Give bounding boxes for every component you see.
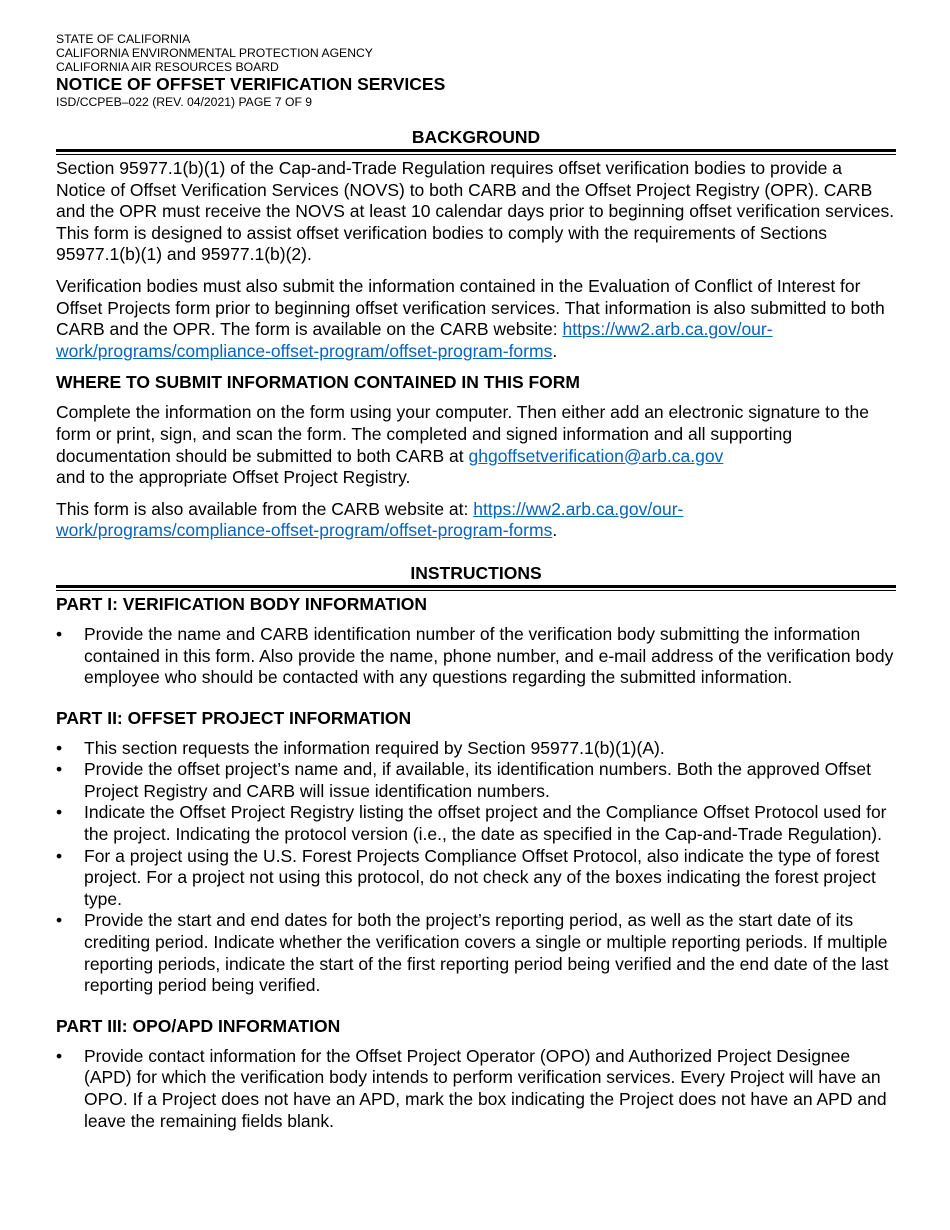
form-page [56,32,896,1132]
list-item [56,1046,896,1132]
form-header [56,32,896,109]
header-state: STATE OF CALIFORNIA [56,32,191,46]
part3-heading: PART III: OPO/APD INFORMATION [56,1015,341,1036]
list-item-text: For a project using the U.S. Forest Projects Compliance Offset Protocol, also indicate the type of forest project. For a project not using this protocol, do not check any of the boxes indicating the forest project type. [84,845,880,909]
carb-forms-link[interactable]: https://ww2.arb.ca.gov/our-work/programs/compliance-offset-program/offset-program-forms [56,498,684,541]
form-title: NOTICE OF OFFSET VERIFICATION SERVICES [56,74,446,94]
bullet-icon: • [56,910,63,931]
bullet-icon: • [56,759,63,780]
offset-forms-link[interactable]: https://ww2.arb.ca.gov/our-work/programs/compliance-offset-program/offset-program-forms [56,319,773,361]
list-item [56,802,896,845]
verification-email-link[interactable]: ghgoffsetverification@arb.ca.gov [468,445,724,466]
list-item-text: Provide the name and CARB identification number of the verification body submitting the information contained in this form. Also provide the name, phone number, and e-mail address of the verification body employee who should be contacted with any questions regarding the submitted information. [84,623,894,688]
header-board: CALIFORNIA AIR RESOURCES BOARD [56,60,279,74]
list-item [56,738,896,760]
part1-list [56,624,896,689]
background-paragraph-2 [56,276,896,362]
bullet-icon: • [56,802,63,823]
submit-paragraph-2-end: . [552,520,558,541]
submit-paragraph-1-text: Complete the information on the form using your computer. Then either add an electronic signature to the form or print, sign, and scan the form. The completed and signed information and all supporting documentation should be submitted to both CARB at [56,402,869,466]
list-item [56,846,896,911]
list-item-text: Provide the offset project’s name and, if available, its identification numbers. Both the approved Offset Project Registry and CARB will issue identification numbers. [84,759,871,801]
part1-heading: PART I: VERIFICATION BODY INFORMATION [56,593,428,614]
list-item [56,910,896,996]
instructions-heading: INSTRUCTIONS [410,562,542,583]
bullet-icon: • [56,1045,63,1066]
bullet-icon: • [56,623,63,644]
part2-heading: PART II: OFFSET PROJECT INFORMATION [56,707,412,728]
background-paragraph-2-text: Verification bodies must also submit the information contained in the Evaluation of Conflict of Interest for Offset Projects form prior to beginning offset verification services. That information is also submitted to both CARB and the OPR. The form is available on the CARB website: [56,275,885,340]
list-item-text: Indicate the Offset Project Registry listing the offset project and the Compliance Offset Protocol used for the project. Indicating the protocol version (i.e., the date as specified in the Cap-and-Trade Regulation). [84,802,887,845]
submit-heading: WHERE TO SUBMIT INFORMATION CONTAINED IN THIS FORM [56,372,581,393]
list-item-text: Provide the start and end dates for both the project’s reporting period, as well as the start date of its crediting period. Indicate whether the verification covers a single or multiple reporting periods. If multiple reporting periods, indicate the start of the first reporting period being verified and the end date of the last reporting period being verified. [84,910,889,996]
background-paragraph-2-end: . [552,340,558,361]
part2-list [56,738,896,997]
list-item [56,624,896,689]
list-item-text: This section requests the information required by Section 95977.1(b)(1)(A). [84,737,665,758]
submit-paragraph-2-text: This form is also available from the CARB website at: [56,498,469,519]
submit-paragraph-1 [56,402,896,488]
bullet-icon: • [56,737,63,758]
list-item [56,759,896,802]
bullet-icon: • [56,845,63,866]
submit-paragraph-2 [56,499,896,542]
header-agency: CALIFORNIA ENVIRONMENTAL PROTECTION AGENCY [56,46,373,60]
background-paragraph-1: Section 95977.1(b)(1) of the Cap-and-Trade Regulation requires offset verification bodies to provide a Notice of Offset Verification Services (NOVS) to both CARB and the Offset Project Registry (OPR). CARB and the OPR must receive the NOVS at least 10 calendar days prior to beginning offset verification services. This form is designed to assist offset verification bodies to comply with the requirements of Sections 95977.1(b)(1) and 95977.1(b)(2). [56,158,895,265]
submit-paragraph-1-end: and to the appropriate Offset Project Registry. [56,467,411,488]
part3-list [56,1046,896,1132]
background-heading: BACKGROUND [411,127,541,147]
list-item-text: Provide contact information for the Offset Project Operator (OPO) and Authorized Project Designee (APD) for which the verification body intends to perform verification services. Every Project will have an OPO. If a Project does not have an APD, mark the box indicating the Project does not have an APD and leave the remaining fields blank. [84,1045,887,1131]
form-id: ISD/CCPEB–022 (REV. 04/2021) PAGE 7 OF 9 [56,95,313,109]
